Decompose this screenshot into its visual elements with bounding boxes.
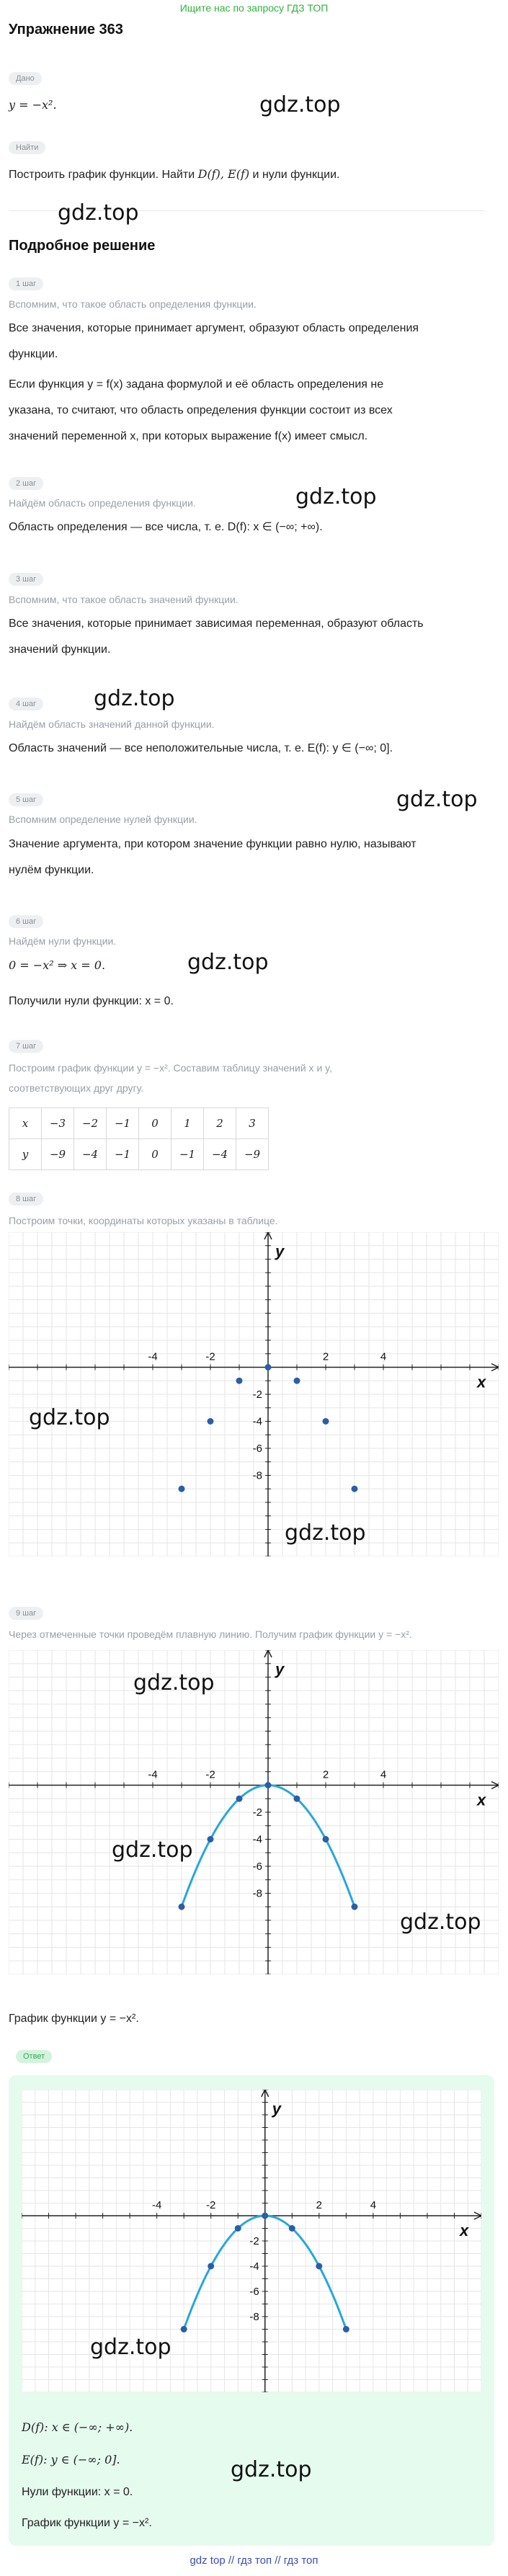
y-axis-label: y xyxy=(272,2100,282,2118)
table-cell: −9 xyxy=(42,1139,74,1170)
data-point xyxy=(179,1904,185,1910)
data-point xyxy=(343,2326,349,2332)
data-point xyxy=(265,1364,272,1371)
data-point xyxy=(316,2263,322,2270)
y-tick-label: -2 xyxy=(252,1389,262,1401)
x-axis-label: x xyxy=(477,1373,486,1391)
step-text: Получили нули функции: x = 0. xyxy=(9,995,174,1007)
step-label: 7 шаг xyxy=(9,1040,43,1053)
data-point xyxy=(323,1418,329,1425)
answer-line: График функции y = −x². xyxy=(22,2517,152,2529)
y-tick-label: -6 xyxy=(252,1860,262,1873)
step-label: 1 шаг xyxy=(9,277,43,290)
watermark: gdz.top xyxy=(90,2335,171,2360)
step-text: значений переменной x, при которых выражение f(x) имеет смысл. xyxy=(9,430,368,442)
solution-title: Подробное решение xyxy=(9,238,156,254)
table-cell: 1 xyxy=(171,1108,204,1139)
y-tick-label: -6 xyxy=(249,2286,259,2298)
step-hint: Найдём область определения функции. xyxy=(9,497,196,509)
watermark: gdz.top xyxy=(231,2457,312,2482)
step-label: 3 шаг xyxy=(9,573,43,586)
step-text: Все значения, которые принимает аргумент, образуют область определения xyxy=(9,322,419,334)
data-point xyxy=(352,1904,358,1910)
find-text: Построить график функции. Найти D(f), E(f) и нули функции. xyxy=(9,167,340,181)
table-cell: −4 xyxy=(74,1139,107,1170)
watermark: gdz.top xyxy=(29,1405,110,1430)
table-cell: −1 xyxy=(171,1139,204,1170)
step-text: значений функции. xyxy=(9,643,111,656)
table-cell: −9 xyxy=(236,1139,269,1170)
data-point xyxy=(236,1378,243,1384)
watermark: gdz.top xyxy=(259,92,341,117)
data-point xyxy=(289,2225,295,2232)
watermark: gdz.top xyxy=(400,1909,481,1935)
step-text: функции. xyxy=(9,348,58,360)
x-tick-label: 2 xyxy=(322,1350,329,1363)
table-row xyxy=(9,1108,269,1139)
x-tick-label: -2 xyxy=(205,1350,215,1363)
step-formula: 0 = −x² ⇒ x = 0. xyxy=(9,958,106,972)
y-axis-label: y xyxy=(275,1242,285,1260)
data-point xyxy=(208,2263,214,2270)
step-text: нулём функции. xyxy=(9,864,94,876)
step-label: 8 шаг xyxy=(9,1193,43,1205)
x-tick-label: -4 xyxy=(151,2199,162,2211)
y-axis-label: y xyxy=(275,1660,285,1678)
step-hint: Вспомним, что такое область определения функции. xyxy=(9,298,257,310)
answer-line: E(f): y ∈ (−∞; 0]. xyxy=(22,2453,120,2466)
watermark: gdz.top xyxy=(396,787,478,812)
answer-line: D(f): x ∈ (−∞; +∞). xyxy=(22,2420,133,2434)
x-tick-label: -4 xyxy=(148,1768,158,1781)
step-text: Если функция y = f(x) задана формулой и её область определения не xyxy=(9,378,384,391)
y-tick-label: -4 xyxy=(252,1833,262,1846)
table-cell: −4 xyxy=(204,1139,236,1170)
table-cell: −1 xyxy=(107,1108,139,1139)
data-point xyxy=(294,1378,300,1384)
y-tick-label: -4 xyxy=(249,2260,259,2273)
data-point xyxy=(262,2213,268,2219)
watermark: gdz.top xyxy=(295,484,377,509)
table-header-cell: y xyxy=(9,1139,42,1170)
table-cell: −2 xyxy=(74,1108,107,1139)
watermark: gdz.top xyxy=(285,1520,366,1546)
watermark: gdz.top xyxy=(133,1670,215,1695)
table-cell: −3 xyxy=(42,1108,74,1139)
y-tick-label: -4 xyxy=(252,1415,262,1428)
step-hint: Построим точки, координаты которых указаны в таблице. xyxy=(9,1215,278,1226)
x-tick-label: 2 xyxy=(316,2199,322,2211)
step-hint: Найдём нули функции. xyxy=(9,935,117,947)
step-label: 2 шаг xyxy=(9,477,43,490)
given-label: Дано xyxy=(9,72,42,85)
watermark: gdz.top xyxy=(58,200,139,226)
watermark: gdz.top xyxy=(187,950,269,975)
step-hint: Вспомним, что такое область значений функции. xyxy=(9,594,239,605)
data-point xyxy=(294,1796,300,1802)
y-tick-label: -8 xyxy=(249,2311,259,2323)
step-hint: Вспомним определение нулей функции. xyxy=(9,814,197,825)
page-title: Упражнение 363 xyxy=(9,22,123,37)
step-hint: соответствующих друг другу. xyxy=(9,1082,144,1094)
y-tick-label: -6 xyxy=(252,1443,262,1455)
step-text: указана, то считают, что область определения функции состоит из всех xyxy=(9,404,393,416)
data-point xyxy=(323,1836,329,1842)
step-text: Значение аргумента, при котором значение функции равно нулю, называют xyxy=(9,838,416,850)
data-point xyxy=(208,1418,214,1425)
x-axis-label: x xyxy=(477,1791,486,1809)
table-cell: 2 xyxy=(204,1108,236,1139)
x-tick-label: 4 xyxy=(380,1350,387,1363)
x-tick-label: 4 xyxy=(370,2199,377,2211)
y-tick-label: -2 xyxy=(252,1806,262,1819)
values-table xyxy=(9,1107,269,1170)
step-hint: Через отмеченные точки проведём плавную линию. Получим график функции y = −x². xyxy=(9,1628,412,1640)
step-hint: Построим график функции y = −x². Составим таблицу значений x и y, xyxy=(9,1062,332,1074)
data-point xyxy=(236,1796,243,1802)
step-text: Все значения, которые принимает зависимая переменная, образуют область xyxy=(9,618,424,630)
x-tick-label: -2 xyxy=(206,2199,216,2211)
watermark: gdz.top xyxy=(112,1837,193,1863)
step-label: 9 шаг xyxy=(9,1607,43,1620)
step-label: 6 шаг xyxy=(9,915,43,928)
step-label: 4 шаг xyxy=(9,698,43,710)
step-hint: Найдём область значений данной функции. xyxy=(9,718,215,730)
given-formula: y = −x². xyxy=(9,98,57,112)
table-header-cell: x xyxy=(9,1108,42,1139)
answer-label: Ответ xyxy=(16,2050,52,2063)
x-tick-label: 4 xyxy=(380,1768,387,1781)
x-tick-label: 2 xyxy=(322,1768,329,1781)
data-point xyxy=(179,1486,185,1492)
y-tick-label: -8 xyxy=(252,1469,262,1482)
table-cell: 3 xyxy=(236,1108,269,1139)
table-cell: −1 xyxy=(107,1139,139,1170)
footer-links[interactable]: gdz top // гдз топ // гдз топ xyxy=(190,2554,318,2567)
data-point xyxy=(265,1782,272,1788)
y-tick-label: -2 xyxy=(249,2235,259,2247)
table-cell: 0 xyxy=(139,1108,171,1139)
table-cell: 0 xyxy=(139,1139,171,1170)
top-search-hint[interactable]: Ищите нас по запросу ГДЗ ТОП xyxy=(179,2,329,14)
find-label: Найти xyxy=(9,141,45,154)
y-tick-label: -8 xyxy=(252,1887,262,1900)
data-point xyxy=(235,2225,241,2232)
answer-line: Нули функции: x = 0. xyxy=(22,2486,133,2498)
table-row xyxy=(9,1139,269,1170)
x-tick-label: -4 xyxy=(148,1350,158,1363)
watermark: gdz.top xyxy=(94,686,175,711)
data-point xyxy=(208,1836,214,1842)
step-text: Область определения — все числа, т. е. D(f): x ∈ (−∞; +∞). xyxy=(9,521,323,533)
data-point xyxy=(352,1486,358,1492)
x-tick-label: -2 xyxy=(205,1768,215,1781)
step-text: Область значений — все неположительные числа, т. е. E(f): y ∈ (−∞; 0]. xyxy=(9,742,393,754)
step-label: 5 шаг xyxy=(9,793,43,806)
graph-caption: График функции y = −x². xyxy=(9,2013,139,2025)
data-point xyxy=(181,2326,187,2332)
points-plot xyxy=(9,1232,499,1556)
x-axis-label: x xyxy=(460,2221,469,2239)
